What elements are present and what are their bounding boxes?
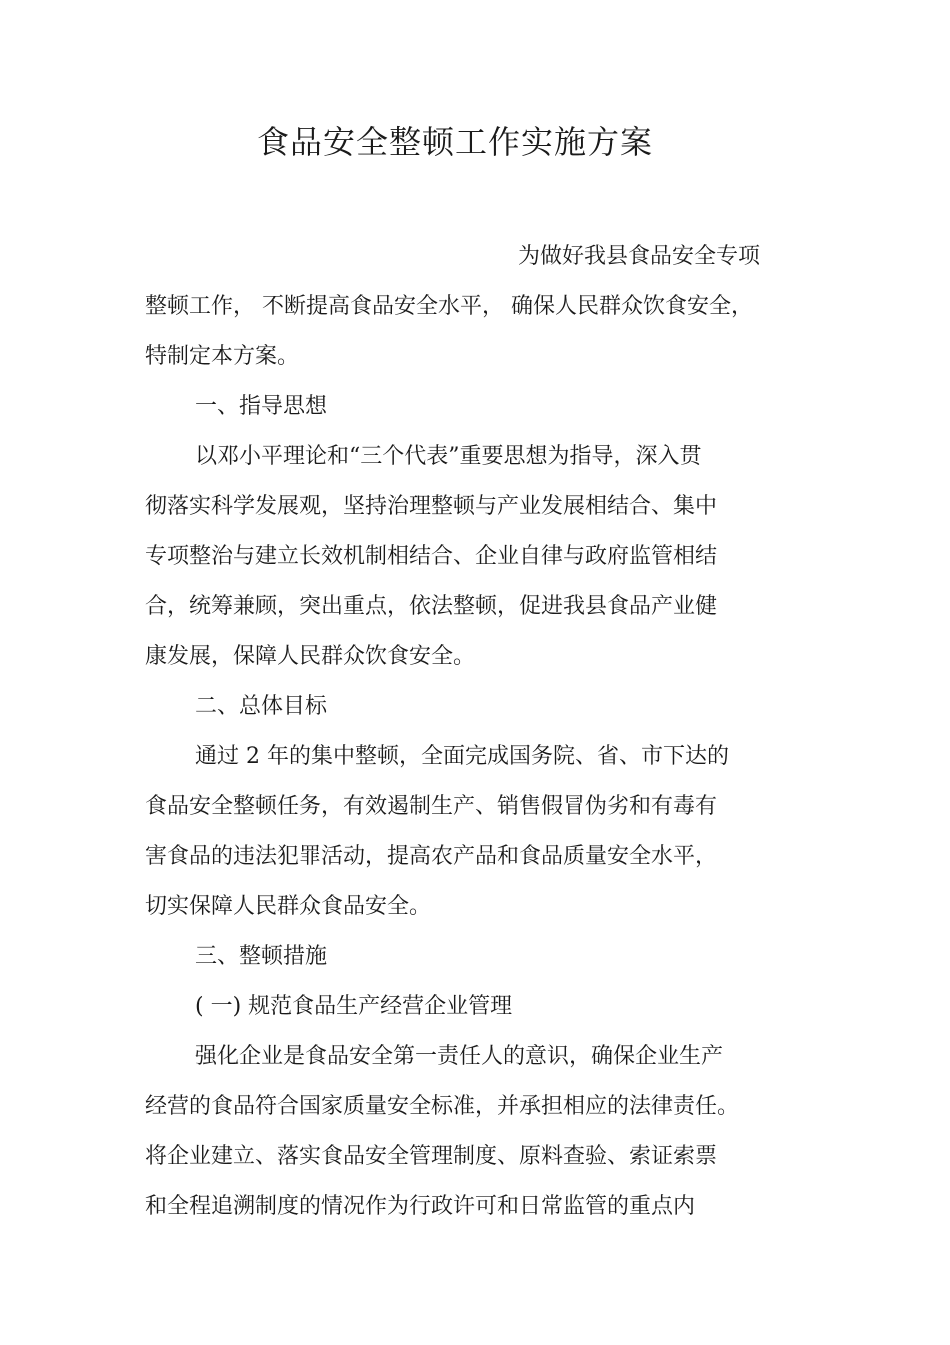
paragraph-line: 彻落实科学发展观，坚持治理整顿与产业发展相结合、集中 (145, 494, 718, 519)
paragraph-line: 害食品的违法犯罪活动，提高农产品和食品质量安全水平， (145, 844, 718, 869)
paragraph-line: 合，统筹兼顾，突出重点，依法整顿，促进我县食品产业健 (145, 594, 718, 619)
paragraph-line: 整顿工作， 不断提高食品安全水平， 确保人民群众饮食安全， (145, 294, 753, 319)
paragraph-line: 通过 2 年的集中整顿，全面完成国务院、省、市下达的 (195, 744, 729, 769)
paragraph-line: 切实保障人民群众食品安全。 (145, 894, 432, 919)
subsection-heading: ( 一) 规范食品生产经营企业管理 (195, 994, 513, 1019)
section-heading-rectification-measures: 三、整顿措施 (195, 944, 328, 969)
paragraph-line: 经营的食品符合国家质量安全标准，并承担相应的法律责任。 (145, 1094, 740, 1119)
paragraph-line: 强化企业是食品安全第一责任人的意识，确保企业生产 (195, 1044, 724, 1069)
paragraph-line: 食品安全整顿任务，有效遏制生产、销售假冒伪劣和有毒有 (145, 794, 718, 819)
paragraph-line: 专项整治与建立长效机制相结合、企业自律与政府监管相结 (145, 544, 718, 569)
paragraph-line: 以邓小平理论和“三个代表”重要思想为指导，深入贯 (195, 444, 702, 469)
document-title: 食品安全整顿工作实施方案 (256, 123, 653, 161)
paragraph-line: 将企业建立、落实食品安全管理制度、原料查验、索证索票 (145, 1144, 718, 1169)
section-heading-overall-goal: 二、总体目标 (195, 694, 328, 719)
paragraph-line: 特制定本方案。 (145, 344, 300, 369)
paragraph-line: 和全程追溯制度的情况作为行政许可和日常监管的重点内 (145, 1194, 696, 1219)
paragraph-line: 为做好我县食品安全专项 (518, 244, 761, 269)
section-heading-guiding-ideology: 一、指导思想 (195, 394, 328, 419)
paragraph-line: 康发展，保障人民群众饮食安全。 (145, 644, 476, 669)
